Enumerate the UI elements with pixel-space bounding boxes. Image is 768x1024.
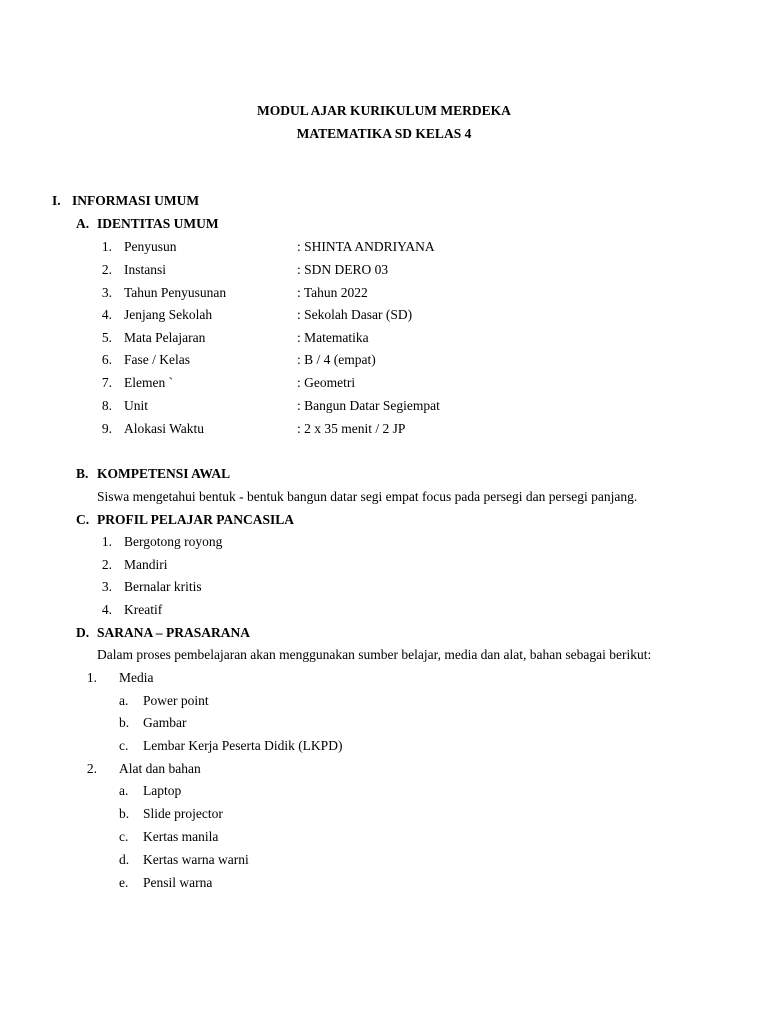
list-item-letter: b. (119, 806, 130, 821)
identity-row-key: Mata Pelajaran (124, 330, 206, 345)
list-item-text: Kreatif (124, 602, 163, 617)
identity-row-key: Fase / Kelas (124, 352, 190, 367)
list-item-text: Bernalar kritis (124, 579, 202, 594)
identity-row-key: Elemen ` (124, 375, 174, 390)
document-title: MODUL AJAR KURIKULUM MERDEKA (257, 103, 511, 118)
identity-row-value: : Bangun Datar Segiempat (297, 398, 440, 413)
list-item-text: Slide projector (143, 806, 223, 821)
section-a-marker: A. (76, 216, 90, 231)
section-i-marker: I. (52, 193, 61, 208)
list-item-letter: a. (119, 693, 129, 708)
resource-group-number: 1. (86, 670, 97, 685)
section-a-heading: IDENTITAS UMUM (97, 216, 219, 231)
identity-row-value: : 2 x 35 menit / 2 JP (297, 421, 406, 436)
list-item-text: Pensil warna (143, 875, 213, 890)
resource-group-label: Alat dan bahan (119, 761, 201, 776)
section-d-marker: D. (76, 625, 90, 640)
list-item-text: Laptop (143, 783, 182, 798)
identity-row-key: Alokasi Waktu (124, 421, 205, 436)
resource-group-label: Media (119, 670, 154, 685)
list-item-text: Gambar (143, 715, 187, 730)
identity-row-value: : Matematika (297, 330, 369, 345)
list-item-letter: b. (119, 715, 130, 730)
list-item-number: 2. (101, 557, 112, 572)
identity-row-value: : Tahun 2022 (297, 285, 368, 300)
identity-row-key: Jenjang Sekolah (124, 307, 213, 322)
section-b-text: Siswa mengetahui bentuk - bentuk bangun datar segi empat focus pada persegi dan persegi panjang. (97, 489, 638, 504)
identity-row-number: 4. (101, 307, 112, 322)
identity-row-number: 8. (101, 398, 112, 413)
list-item-letter: a. (119, 783, 129, 798)
identity-row-key: Penyusun (124, 239, 177, 254)
section-i-heading: INFORMASI UMUM (72, 193, 200, 208)
identity-row-number: 9. (101, 421, 112, 436)
section-c-marker: C. (76, 512, 90, 527)
list-item-number: 4. (101, 602, 112, 617)
section-d-heading: SARANA – PRASARANA (97, 625, 251, 640)
identity-row-number: 1. (101, 239, 112, 254)
list-item-letter: c. (119, 829, 129, 844)
identity-row-key: Tahun Penyusunan (124, 285, 227, 300)
identity-row-value: : Geometri (297, 375, 356, 390)
list-item-number: 3. (101, 579, 112, 594)
section-c-heading: PROFIL PELAJAR PANCASILA (97, 512, 295, 527)
identity-row-number: 2. (101, 262, 112, 277)
document-subtitle: MATEMATIKA SD KELAS 4 (296, 126, 472, 141)
list-item-text: Power point (143, 693, 209, 708)
list-item-letter: e. (119, 875, 129, 890)
identity-row-key: Unit (124, 398, 149, 413)
section-b-marker: B. (76, 466, 89, 481)
list-item-text: Kertas warna warni (143, 852, 249, 867)
list-item-text: Mandiri (124, 557, 168, 572)
section-d-intro: Dalam proses pembelajaran akan menggunakan sumber belajar, media dan alat, bahan sebagai berikut: (97, 647, 652, 662)
identity-row-value: : SDN DERO 03 (297, 262, 389, 277)
list-item-number: 1. (101, 534, 112, 549)
list-item-text: Lembar Kerja Peserta Didik (LKPD) (143, 738, 343, 753)
identity-row-number: 5. (101, 330, 112, 345)
list-item-letter: c. (119, 738, 129, 753)
identity-row-number: 3. (101, 285, 112, 300)
identity-row-number: 6. (101, 352, 112, 367)
identity-row-value: : Sekolah Dasar (SD) (297, 307, 413, 322)
identity-row-number: 7. (101, 375, 112, 390)
resource-group-number: 2. (86, 761, 97, 776)
identity-row-key: Instansi (124, 262, 166, 277)
identity-row-value: : B / 4 (empat) (297, 352, 376, 367)
list-item-text: Kertas manila (143, 829, 219, 844)
list-item-letter: d. (119, 852, 130, 867)
identity-row-value: : SHINTA ANDRIYANA (297, 239, 435, 254)
list-item-text: Bergotong royong (124, 534, 223, 549)
section-b-heading: KOMPETENSI AWAL (97, 466, 231, 481)
